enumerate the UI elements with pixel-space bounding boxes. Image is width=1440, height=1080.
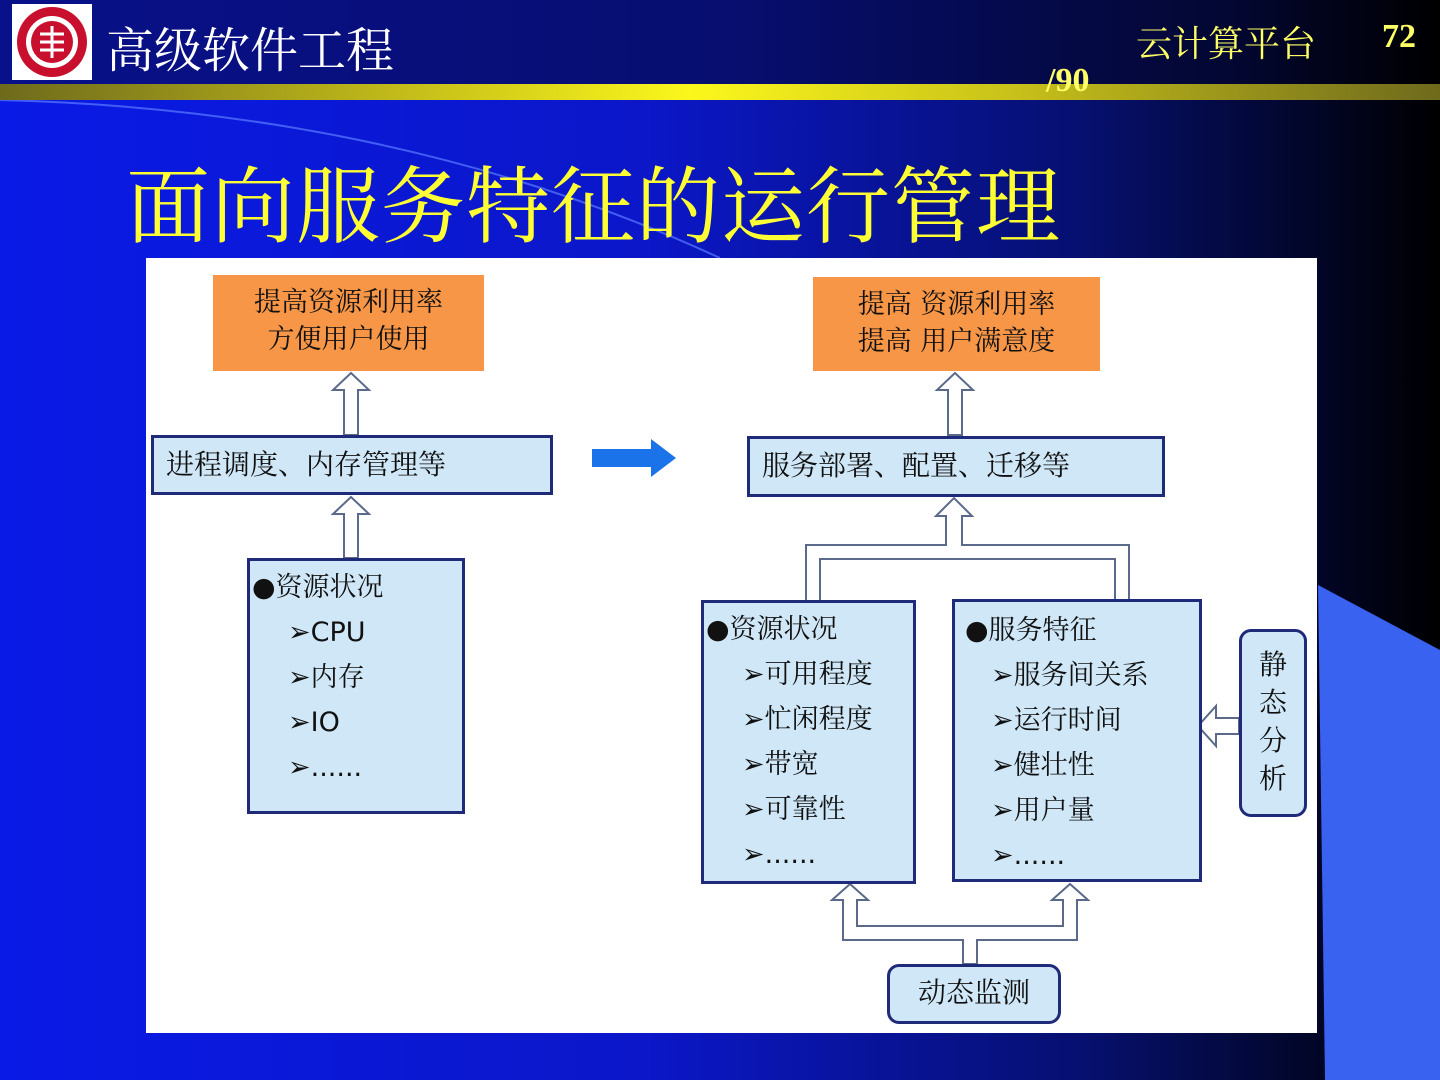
service-feature-item: ➢运行时间 — [991, 705, 1122, 736]
service-feature-item: ➢...... — [991, 840, 1066, 871]
static-analysis-box — [1239, 629, 1307, 817]
right-resource-box — [701, 600, 916, 884]
right-goal-box — [813, 277, 1100, 371]
right-goal-line: 提高 用户满意度 — [857, 326, 1056, 357]
left-goal-box — [213, 275, 484, 371]
up-arrow-left-bottom — [333, 497, 369, 558]
right-resource-heading: ●资源状况 — [706, 614, 838, 645]
merge-arrow-right — [806, 498, 1129, 601]
slide-title: 面向服务特征的运行管理 — [126, 158, 1062, 256]
left-resource-box — [247, 558, 465, 814]
static-analysis-char: 析 — [1258, 762, 1287, 795]
right-resource-item: ➢带宽 — [742, 749, 819, 780]
up-arrow-right-top — [937, 373, 973, 435]
left-goal-line: 方便用户使用 — [267, 324, 430, 355]
right-resource-item: ➢可用程度 — [742, 659, 873, 690]
right-resource-item: ➢...... — [742, 839, 817, 870]
split-arrow-dynamic — [832, 884, 1088, 964]
static-analysis-char: 分 — [1258, 724, 1287, 757]
process-scheduling-box: 进程调度、内存管理等 — [151, 435, 553, 495]
service-feature-heading: ●服务特征 — [965, 615, 1097, 646]
left-resource-item: ➢CPU — [288, 617, 366, 648]
right-resource-item: ➢可靠性 — [742, 794, 846, 825]
service-feature-item: ➢健壮性 — [991, 750, 1095, 781]
university-logo-icon — [12, 4, 92, 80]
left-resource-item: ➢内存 — [288, 662, 365, 693]
left-resource-item: ➢...... — [288, 752, 363, 783]
transition-arrow-icon — [592, 439, 676, 477]
up-arrow-left-top — [333, 373, 369, 435]
left-resource-heading: ●资源状况 — [252, 572, 384, 603]
left-goal-line: 提高资源利用率 — [254, 287, 443, 318]
page-number: 72 — [1382, 18, 1416, 55]
service-feature-box — [952, 599, 1202, 882]
left-resource-item: ➢IO — [288, 707, 340, 738]
service-deployment-box: 服务部署、配置、迁移等 — [747, 436, 1165, 497]
right-resource-item: ➢忙闲程度 — [742, 704, 873, 735]
page-total: /90 — [1046, 62, 1090, 99]
topic-label: 云计算平台 — [1136, 24, 1317, 65]
right-goal-line: 提高 资源利用率 — [857, 289, 1056, 320]
left-arrow-static — [1198, 706, 1239, 746]
dynamic-monitor-box: 动态监测 — [887, 964, 1061, 1024]
static-analysis-char: 静 — [1258, 648, 1287, 681]
service-feature-item: ➢服务间关系 — [991, 660, 1149, 691]
static-analysis-char: 态 — [1258, 686, 1287, 719]
service-feature-item: ➢用户量 — [991, 795, 1095, 826]
header-divider — [0, 84, 1440, 100]
course-title: 高级软件工程 — [106, 23, 395, 79]
